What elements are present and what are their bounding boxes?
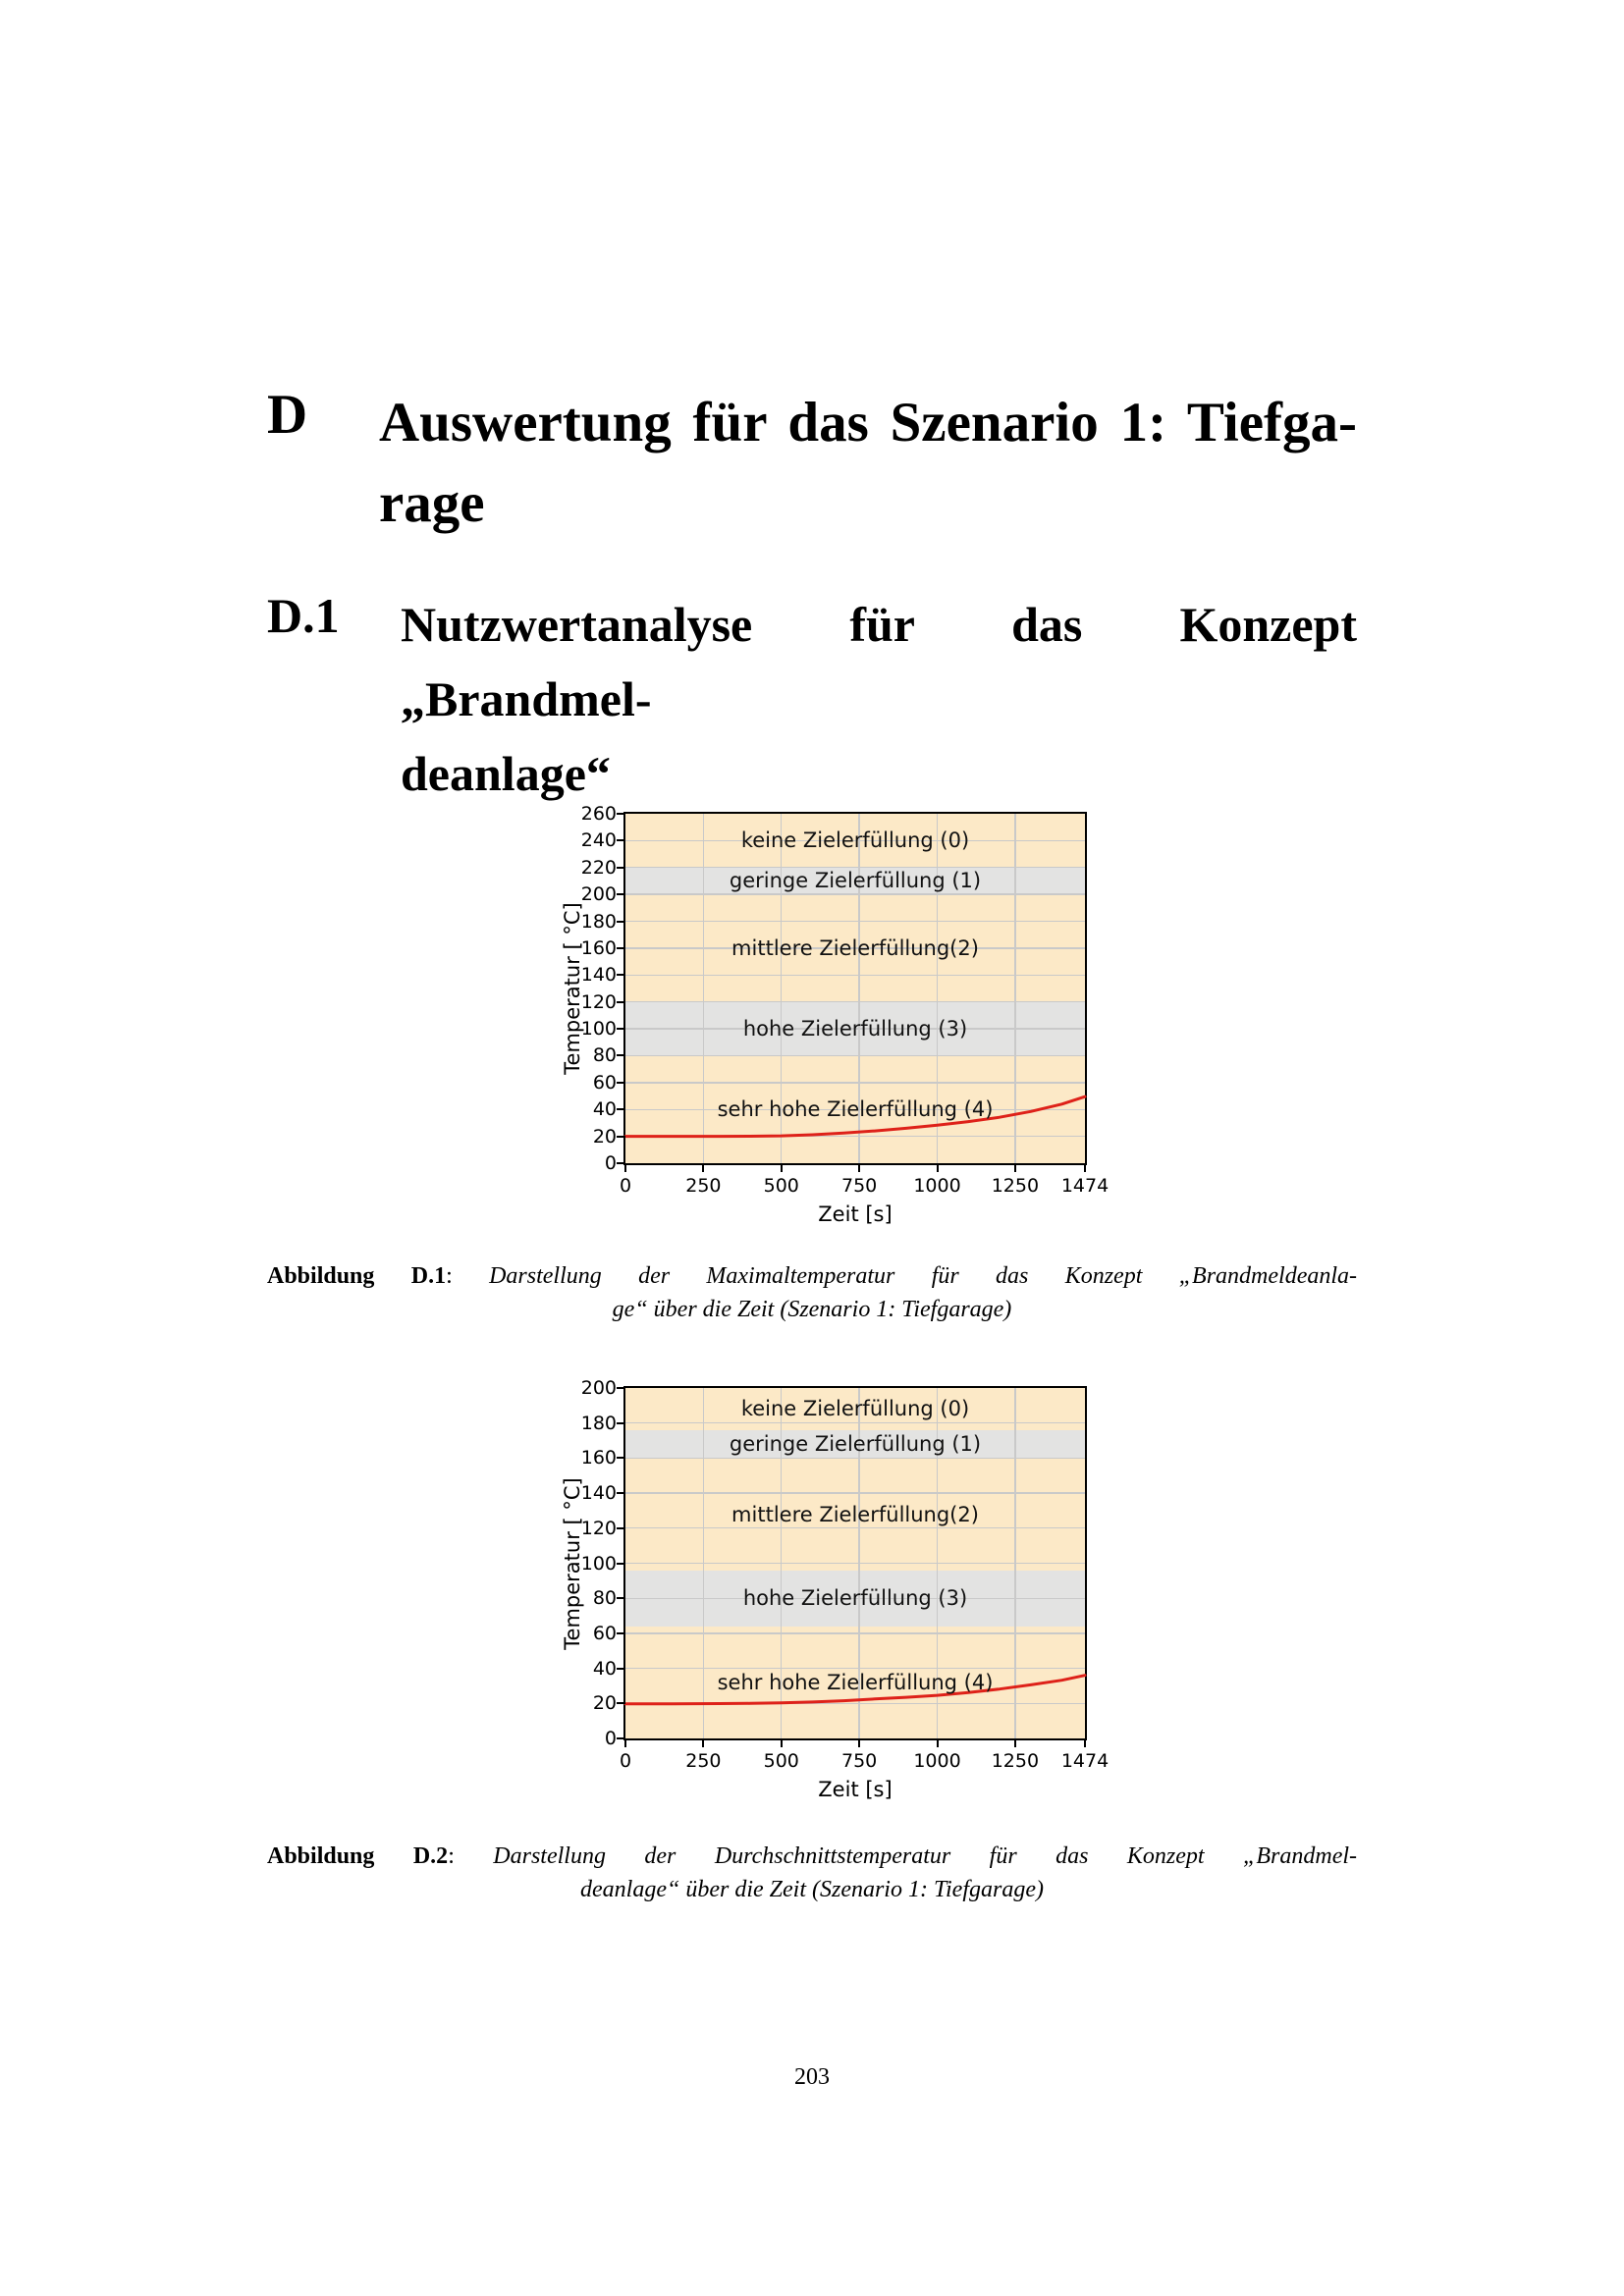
x-tick-label: 500	[763, 1175, 799, 1197]
x-tick-mark	[1014, 1738, 1016, 1747]
zone-label: sehr hohe Zielerfüllung (4)	[717, 1097, 994, 1122]
x-tick-mark	[702, 1738, 704, 1747]
caption-line2: deanlage“ über die Zeit (Szenario 1: Tiefgarage)	[580, 1877, 1044, 1902]
y-tick-mark	[617, 1632, 625, 1634]
zone-label: mittlere Zielerfüllung(2)	[731, 935, 979, 960]
y-tick-label: 180	[580, 910, 617, 933]
y-tick-label: 80	[592, 1587, 617, 1610]
y-axis-title: Temperatur [ °C]	[561, 902, 584, 1075]
figure-d1	[561, 803, 1110, 1226]
figure-caption-d2	[267, 1840, 1357, 1906]
y-tick-label: 200	[580, 1377, 617, 1399]
y-tick-mark	[617, 1737, 625, 1739]
y-tick-label: 60	[592, 1622, 617, 1644]
x-tick-mark	[937, 1163, 939, 1172]
x-tick-mark	[1084, 1163, 1086, 1172]
y-tick-label: 140	[580, 964, 617, 987]
page-number: 203	[794, 2064, 830, 2090]
y-tick-mark	[617, 1702, 625, 1704]
x-tick-mark	[781, 1163, 783, 1172]
y-tick-mark	[617, 1001, 625, 1003]
y-tick-mark	[617, 1082, 625, 1084]
y-tick-label: 100	[580, 1552, 617, 1575]
section-number: D.1	[267, 588, 340, 643]
y-tick-mark	[617, 1668, 625, 1670]
x-tick-mark	[702, 1163, 704, 1172]
y-tick-mark	[617, 1527, 625, 1529]
y-tick-mark	[617, 1136, 625, 1138]
y-tick-mark	[617, 1597, 625, 1599]
x-tick-mark	[858, 1163, 860, 1172]
section-title-line2: deanlage“	[401, 746, 611, 801]
x-tick-label: 250	[685, 1175, 722, 1197]
x-tick-label: 750	[840, 1750, 878, 1772]
y-tick-label: 140	[580, 1482, 617, 1505]
x-tick-mark	[624, 1738, 626, 1747]
y-tick-label: 0	[604, 1152, 617, 1174]
y-tick-mark	[617, 1387, 625, 1389]
x-tick-label: 750	[840, 1175, 878, 1197]
x-tick-label: 1250	[991, 1175, 1040, 1197]
chapter-title-line2: rage	[379, 472, 485, 534]
y-axis-title: Temperatur [ °C]	[561, 1476, 584, 1650]
y-tick-mark	[617, 1492, 625, 1494]
y-tick-label: 160	[580, 936, 617, 959]
y-tick-label: 120	[580, 990, 617, 1013]
caption-label: Abbildung D.1	[267, 1263, 447, 1289]
y-tick-mark	[617, 1563, 625, 1565]
x-tick-mark	[1084, 1738, 1086, 1747]
x-tick-label: 1000	[913, 1175, 961, 1197]
y-tick-mark	[617, 1162, 625, 1164]
zone-label: keine Zielerfüllung (0)	[740, 1397, 970, 1421]
x-tick-label: 1250	[991, 1750, 1040, 1772]
x-tick-mark	[858, 1738, 860, 1747]
x-tick-mark	[624, 1163, 626, 1172]
figure-caption-d1	[267, 1259, 1357, 1326]
y-tick-mark	[617, 839, 625, 841]
y-tick-label: 260	[580, 803, 617, 825]
zone-label: geringe Zielerfüllung (1)	[729, 1432, 982, 1457]
x-tick-mark	[781, 1738, 783, 1747]
y-tick-mark	[617, 1108, 625, 1110]
y-tick-mark	[617, 813, 625, 815]
section-title	[401, 587, 1357, 811]
x-tick-mark	[1014, 1163, 1016, 1172]
y-tick-label: 100	[580, 1018, 617, 1041]
y-tick-mark	[617, 947, 625, 949]
chapter-title-line1: Auswertung für das Szenario 1: Tiefga-	[379, 392, 1357, 454]
section-title-line1: Nutzwertanalyse für das Konzept „Brandmel-	[401, 597, 1357, 726]
y-tick-mark	[617, 1054, 625, 1056]
x-tick-label: 0	[619, 1750, 632, 1772]
y-tick-mark	[617, 1422, 625, 1424]
y-tick-mark	[617, 867, 625, 869]
y-tick-label: 180	[580, 1412, 617, 1434]
zone-label: mittlere Zielerfüllung(2)	[731, 1502, 979, 1526]
caption-label: Abbildung D.2	[267, 1843, 449, 1869]
x-tick-label: 0	[619, 1175, 632, 1197]
x-tick-label: 1474	[1060, 1750, 1110, 1772]
zone-label: hohe Zielerfüllung (3)	[742, 1017, 968, 1041]
x-tick-label: 1000	[913, 1750, 961, 1772]
zone-label: geringe Zielerfüllung (1)	[729, 869, 982, 893]
y-tick-mark	[617, 893, 625, 895]
x-tick-label: 250	[685, 1750, 722, 1772]
x-axis-title: Zeit [s]	[818, 1202, 893, 1226]
y-tick-label: 240	[580, 829, 617, 852]
y-tick-label: 220	[580, 856, 617, 879]
y-tick-label: 120	[580, 1517, 617, 1539]
caption-line2: ge“ über die Zeit (Szenario 1: Tiefgarage)	[612, 1297, 1012, 1322]
y-tick-label: 160	[580, 1447, 617, 1469]
caption-line1: Abbildung D.1: Darstellung der Maximaltemperatur für das Konzept „Brandmeldeanla-	[267, 1263, 1357, 1289]
chapter-number: D	[267, 384, 308, 446]
x-axis-title: Zeit [s]	[818, 1778, 893, 1801]
y-tick-label: 40	[592, 1657, 617, 1680]
y-tick-mark	[617, 1457, 625, 1459]
y-tick-label: 20	[592, 1125, 617, 1148]
x-tick-mark	[937, 1738, 939, 1747]
zone-label: hohe Zielerfüllung (3)	[742, 1586, 968, 1611]
x-tick-label: 500	[763, 1750, 799, 1772]
plot-area-d2	[580, 1377, 1110, 1772]
y-tick-label: 80	[592, 1044, 617, 1067]
y-tick-label: 200	[580, 883, 617, 906]
chapter-title	[379, 383, 1357, 544]
plot-area-d1	[580, 803, 1110, 1197]
figure-d2	[561, 1377, 1110, 1801]
y-tick-label: 0	[604, 1728, 617, 1749]
y-tick-mark	[617, 921, 625, 923]
x-tick-label: 1474	[1060, 1175, 1110, 1197]
y-tick-label: 60	[592, 1071, 617, 1094]
y-tick-label: 20	[592, 1692, 617, 1715]
caption-line1: Abbildung D.2: Darstellung der Durchschnittstemperatur für das Konzept „Brandmel-	[267, 1843, 1357, 1869]
y-tick-mark	[617, 974, 625, 976]
zone-label: keine Zielerfüllung (0)	[740, 828, 970, 853]
y-tick-label: 40	[592, 1098, 617, 1121]
zone-label: sehr hohe Zielerfüllung (4)	[717, 1670, 994, 1694]
y-tick-mark	[617, 1028, 625, 1030]
